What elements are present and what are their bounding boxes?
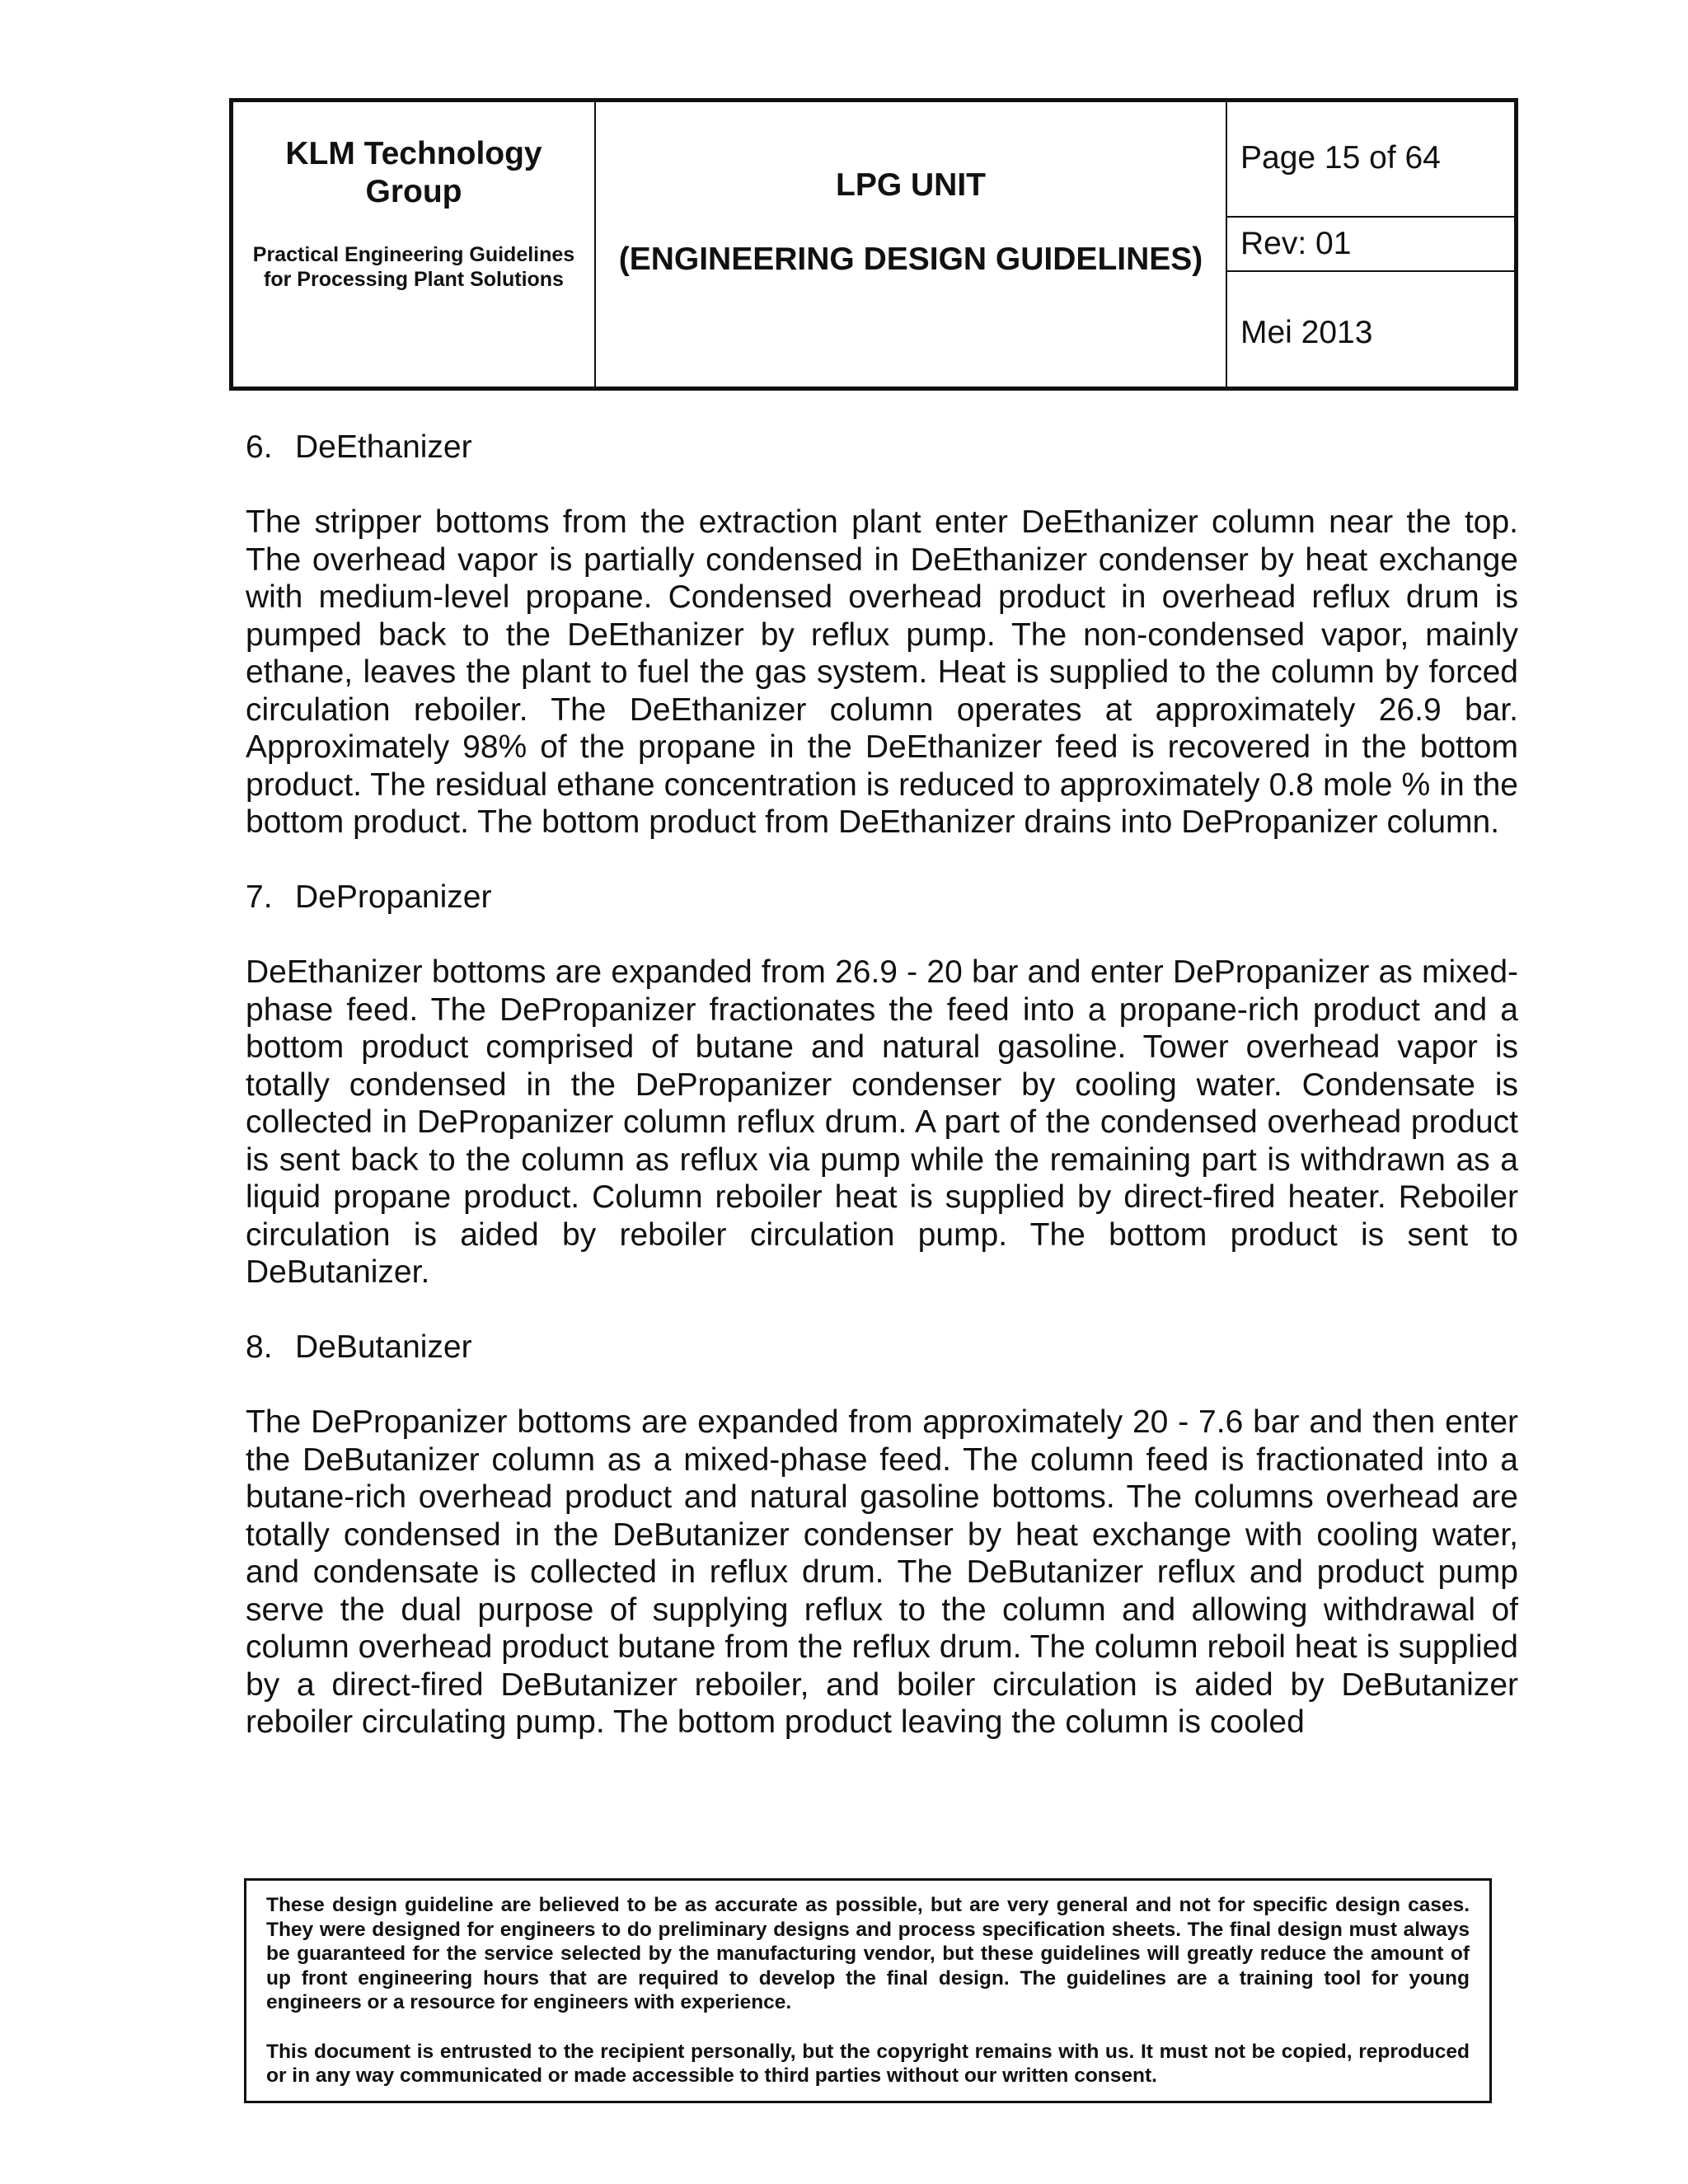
document-date: Mei 2013 [1240,315,1373,350]
section-heading [246,429,1518,466]
section-debutanizer [246,1329,1518,1741]
revision: Rev: 01 [1227,218,1514,272]
section-number: 8. [246,1329,273,1365]
section-title: DeEthanizer [295,429,472,465]
section-number: 6. [246,429,273,465]
section-title: DePropanizer [295,879,492,915]
footer-disclaimer-box [244,1878,1492,2103]
section-number: 7. [246,879,273,915]
company-block [233,102,596,387]
section-deethanizer [246,429,1518,841]
document-info-block [1227,102,1514,387]
section-paragraph: The DePropanizer bottoms are expanded from approximately 20 - 7.6 bar and then enter the DeButanizer column as a mixed-phase feed. The column feed is fractionated into a butane-rich overhead product and natural gasoline bottoms. The columns overhead are totally condensed in the DeButanizer condenser by heat exchange with cooling water, and condensate is collected in reflux drum. The DeButanizer reflux and product pump serve the dual purpose of supplying reflux to the column and allowing withdrawal of column overhead product butane from the reflux drum. The column reboil heat is supplied by a direct-fired DeButanizer reboiler, and boiler circulation is aided by DeButanizer reboiler circulating pump. The bottom product leaving the column is cooled [246,1404,1518,1740]
copyright-notice: This document is entrusted to the recipient personally, but the copyright remains with us. It must not be copied, reproduced or in any way communicated or made accessible to third parties without our written consent. [266,2040,1470,2087]
page-number: Page 15 of 64 [1227,102,1514,218]
document-subtitle: (ENGINEERING DESIGN GUIDELINES) [618,241,1203,277]
title-block [596,102,1227,387]
document-body [246,429,1518,1779]
section-paragraph: DeEthanizer bottoms are expanded from 26.9 - 20 bar and enter DePropanizer as mixed-phase feed. The DePropanizer fractionates the feed into a propane-rich product and a bottom product comprised of butane and natural gasoline. Tower overhead vapor is totally condensed in the DePropanizer condenser by cooling water. Condensate is collected in DePropanizer column reflux drum. A part of the condensed overhead product is sent back to the column as reflux via pump while the remaining part is withdrawn as a liquid propane product. Column reboiler heat is supplied by direct-fired heater. Reboiler circulation is aided by reboiler circulation pump. The bottom product is sent to DeButanizer. [246,954,1518,1290]
document-title: LPG UNIT [836,167,986,203]
page-header [229,98,1518,391]
company-tagline: Practical Engineering Guidelines for Processing Plant Solutions [252,243,575,291]
section-depropanizer [246,879,1518,1291]
section-heading [246,1329,1518,1366]
company-name: KLM Technology Group [285,136,542,209]
section-paragraph: The stripper bottoms from the extraction plant enter DeEthanizer column near the top. The overhead vapor is partially condensed in DeEthanizer condenser by heat exchange with medium-level propane. Condensed overhead product in overhead reflux drum is pumped back to the DeEthanizer by reflux pump. The non-condensed vapor, mainly ethane, leaves the plant to fuel the gas system. Heat is supplied to the column by forced circulation reboiler. The DeEthanizer column operates at approximately 26.9 bar. Approximately 98% of the propane in the DeEthanizer feed is recovered in the bottom product. The residual ethane concentration is reduced to approximately 0.8 mole % in the bottom product. The bottom product from DeEthanizer drains into DePropanizer column. [246,504,1518,840]
disclaimer-text: These design guideline are believed to be as accurate as possible, but are very general and not for specific design cases. They were designed for engineers to do preliminary designs and process specification sheets. The final design must always be guaranteed for the service selected by the manufacturing vendor, but these guidelines will greatly reduce the amount of up front engineering hours that are required to develop the final design. The guidelines are a training tool for young engineers or a resource for engineers with experience. [266,1894,1470,2013]
section-heading [246,879,1518,916]
section-title: DeButanizer [295,1329,472,1365]
